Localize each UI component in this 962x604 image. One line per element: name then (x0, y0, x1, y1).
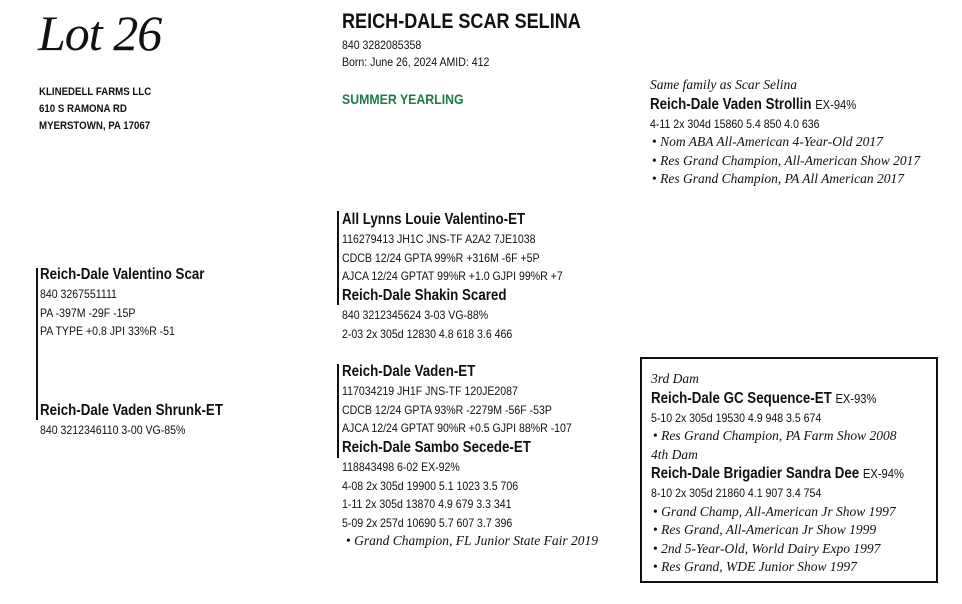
third-dam-label: 3rd Dam (651, 371, 699, 386)
dam-line-box-content (651, 370, 945, 577)
dam-sire-line: AJCA 12/24 GPTAT 90%R +0.5 GJPI 88%R -107 (342, 421, 572, 435)
sire-sire-line: CDCB 12/24 GPTA 99%R +316M -6F +5P (342, 250, 540, 265)
family-heading: Same family as Scar Selina (650, 77, 797, 92)
family-cow-record: 4-11 2x 304d 15860 5.4 850 4.0 636 (650, 116, 820, 131)
dam-sire-line: 117034219 JH1F JNS-TF 120JE2087 (342, 384, 518, 398)
family-cow-score: EX-94% (815, 96, 857, 112)
dam-dam-line: 118843498 6-02 EX-92% (342, 460, 460, 474)
animal-info (342, 37, 509, 71)
animal-name: REICH-DALE SCAR SELINA (342, 10, 581, 33)
fourth-dam-name-text: Reich-Dale Brigadier Sandra Dee (651, 465, 860, 482)
animal-class: SUMMER YEARLING (342, 91, 464, 107)
sire-block (40, 265, 231, 341)
animal-birthdate: Born: June 26, 2024 AMID: 412 (342, 55, 490, 69)
dam-sire-line: CDCB 12/24 GPTA 93%R -2279M -56F -53P (342, 402, 552, 417)
dam-dam-line: 5-09 2x 257d 10690 5.7 607 3.7 396 (342, 515, 513, 530)
fourth-dam-honor: • 2nd 5-Year-Old, World Dairy Expo 1997 (653, 540, 945, 559)
sire-sire-block (342, 210, 593, 286)
dam-registration: 840 3212346110 3-00 VG-85% (40, 423, 186, 437)
dam-name: Reich-Dale Vaden Shrunk-ET (40, 402, 223, 419)
dam-dam-block (342, 438, 598, 551)
third-dam-name (651, 389, 904, 409)
dam-sire-block (342, 362, 603, 438)
pedigree-bracket-dam (337, 364, 339, 458)
third-dam-score: EX-93% (835, 390, 877, 406)
dam-dam-line: 4-08 2x 305d 19900 5.1 1023 3.5 706 (342, 478, 519, 493)
family-honor: • Res Grand Champion, PA All American 2017 (652, 170, 920, 189)
fourth-dam-honor: • Res Grand, WDE Junior Show 1997 (653, 558, 945, 577)
consignor-address (39, 84, 167, 135)
fourth-dam-honor: • Grand Champ, All-American Jr Show 1997 (653, 503, 945, 522)
third-dam-record: 5-10 2x 305d 19530 4.9 948 3.5 674 (651, 410, 822, 425)
dam-line-box (640, 357, 938, 583)
dam-dam-line: 1-11 2x 305d 13870 4.9 679 3.3 341 (342, 497, 512, 511)
consignor-street: 610 S RAMONA RD (39, 103, 127, 115)
third-dam-name-text: Reich-Dale GC Sequence-ET (651, 389, 832, 407)
sire-dam-block (342, 286, 536, 343)
sire-pa: PA -397M -29F -15P (40, 305, 136, 320)
sire-name: Reich-Dale Valentino Scar (40, 266, 205, 283)
family-honor: • Res Grand Champion, All-American Show 2017 (652, 152, 920, 171)
consignor-city: MYERSTOWN, PA 17067 (39, 120, 151, 132)
fourth-dam-name (651, 464, 904, 484)
fourth-dam-record: 8-10 2x 305d 21860 4.1 907 3.4 754 (651, 486, 822, 500)
sire-sire-name: All Lynns Louie Valentino-ET (342, 211, 526, 228)
sire-dam-line: 2-03 2x 305d 12830 4.8 618 3.6 466 (342, 326, 513, 341)
sire-sire-line: 116279413 JH1C JNS-TF A2A2 7JE1038 (342, 232, 536, 246)
family-cow-name-text: Reich-Dale Vaden Strollin (650, 95, 812, 113)
third-dam-honor: • Res Grand Champion, PA Farm Show 2008 (653, 427, 945, 446)
fourth-dam-score: EX-94% (862, 466, 904, 481)
animal-registration: 840 3282085358 (342, 38, 422, 52)
sire-pa-type: PA TYPE +0.8 JPI 33%R -51 (40, 324, 175, 338)
sire-dam-name: Reich-Dale Shakin Scared (342, 287, 507, 304)
family-honor: • Nom ABA All-American 4-Year-Old 2017 (652, 133, 920, 152)
pedigree-bracket-left (36, 268, 38, 420)
fourth-dam-label: 4th Dam (651, 446, 698, 462)
family-cow-name (650, 95, 882, 115)
pedigree-bracket-sire (337, 211, 339, 305)
consignor-name: KLINEDELL FARMS LLC (39, 86, 152, 98)
family-block (650, 76, 920, 189)
dam-block (40, 401, 253, 440)
dam-dam-name: Reich-Dale Sambo Secede-ET (342, 439, 531, 456)
lot-number: Lot 26 (38, 5, 162, 61)
dam-sire-name: Reich-Dale Vaden-ET (342, 363, 476, 380)
sire-sire-line: AJCA 12/24 GPTAT 99%R +1.0 GJPI 99%R +7 (342, 269, 563, 283)
sire-dam-line: 840 3212345624 3-03 VG-88% (342, 308, 489, 322)
sire-registration: 840 3267551111 (40, 287, 117, 301)
dam-dam-honor: • Grand Champion, FL Junior State Fair 2019 (346, 532, 598, 551)
fourth-dam-honor: • Res Grand, All-American Jr Show 1999 (653, 521, 945, 540)
